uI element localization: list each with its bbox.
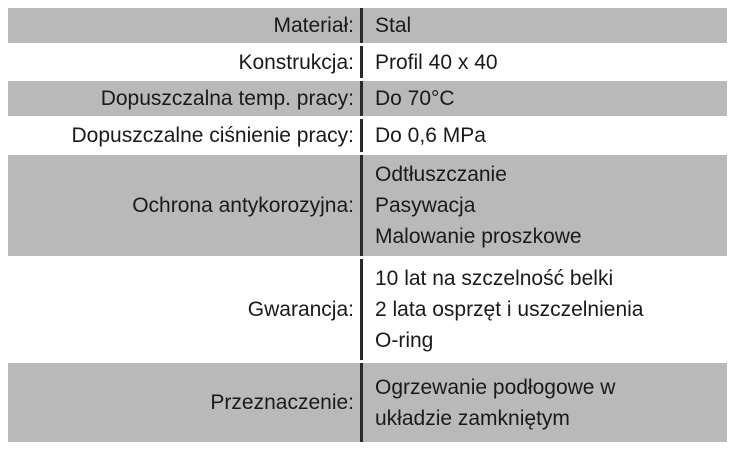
spec-value	[363, 81, 727, 116]
spec-label: Materiał:	[273, 14, 354, 37]
spec-value	[363, 155, 727, 256]
spec-label: Dopuszczalne ciśnienie pracy:	[71, 124, 354, 147]
spec-value	[363, 259, 727, 360]
spec-row-corrosion-protection	[8, 155, 727, 259]
spec-row-temperature	[8, 81, 727, 119]
spec-value-line: Stal	[375, 14, 412, 37]
spec-value-line: Malowanie proszkowe	[375, 225, 582, 248]
spec-label: Przeznaczenie:	[210, 391, 354, 414]
spec-value-line: Profil 40 x 40	[375, 50, 498, 74]
spec-label: Ochrona antykorozyjna:	[132, 194, 354, 217]
spec-row-pressure	[8, 119, 727, 155]
spec-row-purpose	[8, 363, 727, 445]
spec-table	[8, 8, 727, 445]
spec-value-line: Ogrzewanie podłogowe w	[375, 375, 616, 399]
spec-value-line: układzie zamkniętym	[375, 406, 570, 430]
spec-row-construction	[8, 46, 727, 81]
spec-value-line: 2 lata osprzęt i uszczelnienia	[375, 298, 644, 321]
spec-value-line: Pasywacja	[375, 194, 476, 217]
spec-row-material	[8, 8, 727, 46]
spec-value-line: O-ring	[375, 329, 434, 352]
spec-value	[363, 119, 727, 152]
spec-value	[363, 363, 727, 442]
spec-value	[363, 8, 727, 43]
spec-value-line: 10 lat na szczelność belki	[375, 267, 614, 290]
spec-value-line: Do 70°C	[375, 87, 455, 110]
spec-label: Konstrukcja:	[238, 50, 354, 74]
spec-label: Dopuszczalna temp. pracy:	[100, 87, 354, 110]
spec-row-warranty	[8, 259, 727, 363]
spec-value-line: Do 0,6 MPa	[375, 124, 486, 147]
spec-label: Gwarancja:	[247, 298, 354, 321]
spec-value-line: Odtłuszczanie	[375, 163, 507, 186]
spec-value	[363, 46, 727, 78]
